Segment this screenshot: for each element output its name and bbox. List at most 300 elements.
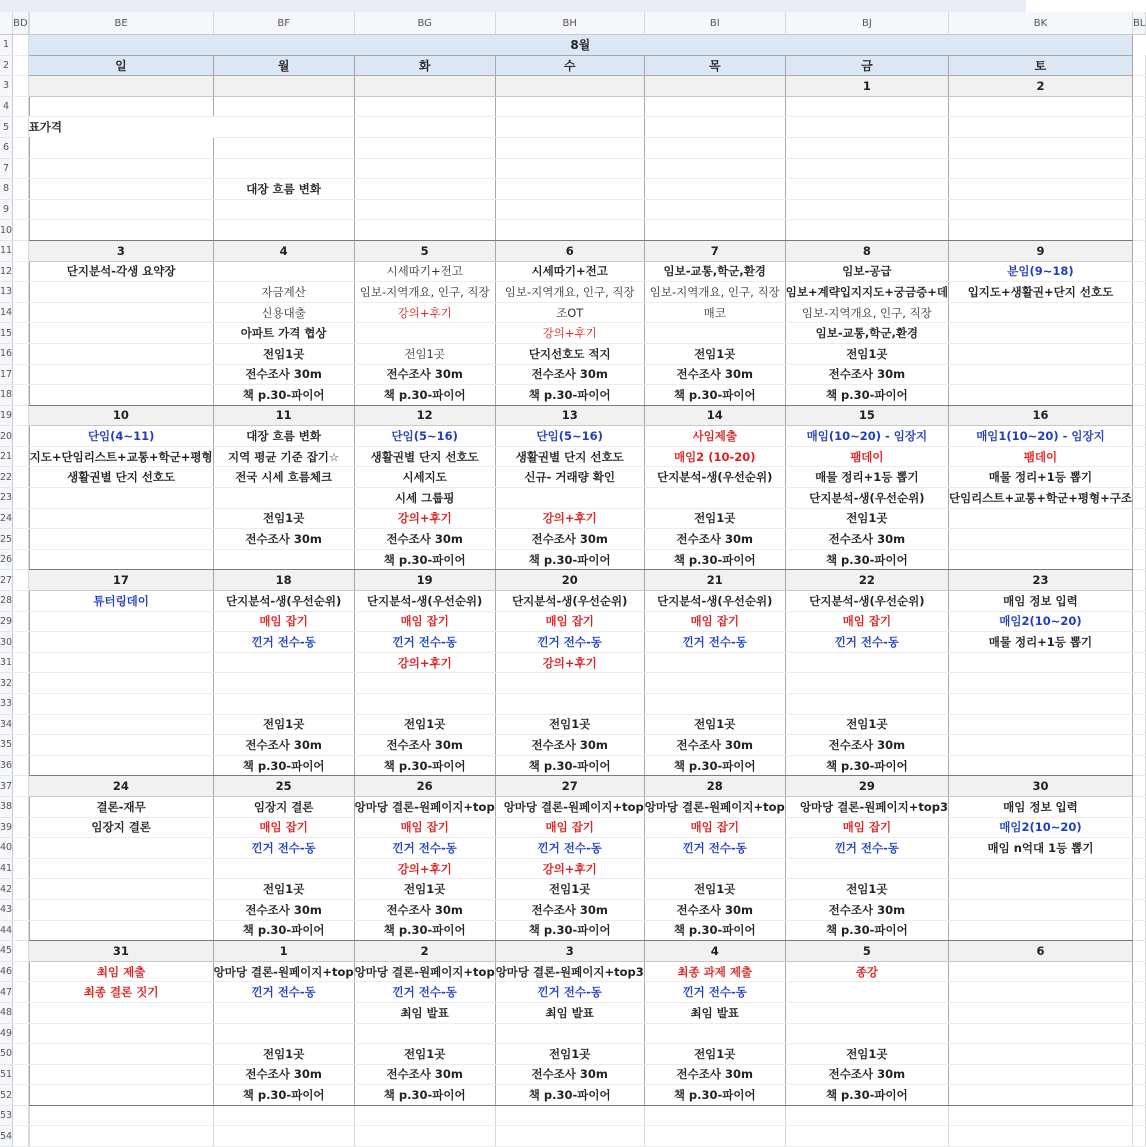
- schedule-cell[interactable]: 단지분석-생(우선순위): [785, 591, 948, 612]
- cell-bl[interactable]: [1132, 714, 1145, 735]
- empty-cell[interactable]: [213, 1126, 354, 1147]
- date-cell[interactable]: 10: [29, 405, 213, 426]
- cell-bd[interactable]: [13, 776, 29, 797]
- schedule-cell[interactable]: [213, 549, 354, 570]
- schedule-cell[interactable]: 임장지 결론: [213, 796, 354, 817]
- cell-bl[interactable]: [1132, 199, 1145, 220]
- cell-bd[interactable]: [13, 179, 29, 200]
- date-cell[interactable]: 30: [948, 776, 1132, 797]
- schedule-cell[interactable]: 매임2(10~20): [948, 817, 1132, 838]
- cell-bd[interactable]: [13, 1023, 29, 1044]
- date-cell[interactable]: 1: [785, 76, 948, 97]
- schedule-cell[interactable]: [29, 694, 213, 715]
- empty-cell[interactable]: [948, 1126, 1132, 1147]
- date-cell[interactable]: 31: [29, 941, 213, 962]
- schedule-cell[interactable]: 책 p.30-파이어: [495, 385, 644, 406]
- cell-bl[interactable]: [1132, 137, 1145, 158]
- schedule-cell[interactable]: [213, 1002, 354, 1023]
- schedule-cell[interactable]: 전수조사 30m: [213, 735, 354, 756]
- schedule-cell[interactable]: 낀거 전수-동: [354, 632, 495, 653]
- schedule-cell[interactable]: 매임 잡기: [495, 817, 644, 838]
- cell-bl[interactable]: [1132, 529, 1145, 550]
- schedule-cell[interactable]: 매임 잡기: [644, 611, 785, 632]
- cell-bd[interactable]: [13, 1105, 29, 1126]
- cell-bl[interactable]: [1132, 611, 1145, 632]
- row-number[interactable]: 10: [0, 220, 13, 241]
- schedule-cell[interactable]: [354, 158, 495, 179]
- schedule-cell[interactable]: [644, 694, 785, 715]
- schedule-cell[interactable]: 단지분석-생(우선순위): [644, 591, 785, 612]
- schedule-cell[interactable]: 책 p.30-파이어: [785, 549, 948, 570]
- weekday-header[interactable]: 토: [948, 55, 1132, 76]
- row-number[interactable]: 16: [0, 343, 13, 364]
- empty-cell[interactable]: [354, 1126, 495, 1147]
- schedule-cell[interactable]: [29, 488, 213, 509]
- schedule-cell[interactable]: 매임 잡기: [644, 817, 785, 838]
- schedule-cell[interactable]: [948, 343, 1132, 364]
- row-number[interactable]: 38: [0, 796, 13, 817]
- schedule-cell[interactable]: 사임제출: [644, 426, 785, 447]
- row-number[interactable]: 27: [0, 570, 13, 591]
- empty-cell[interactable]: [213, 1105, 354, 1126]
- row-number[interactable]: 51: [0, 1064, 13, 1085]
- date-cell[interactable]: 13: [495, 405, 644, 426]
- schedule-cell[interactable]: [948, 158, 1132, 179]
- schedule-cell[interactable]: [29, 96, 213, 117]
- schedule-cell[interactable]: 매임2 (10-20): [644, 446, 785, 467]
- cell-bl[interactable]: [1132, 282, 1145, 303]
- cell-bl[interactable]: [1132, 941, 1145, 962]
- schedule-cell[interactable]: 전임1곳: [785, 1044, 948, 1065]
- schedule-cell[interactable]: [948, 858, 1132, 879]
- cell-bl[interactable]: [1132, 488, 1145, 509]
- row-number[interactable]: 32: [0, 673, 13, 694]
- cell-bl[interactable]: [1132, 1064, 1145, 1085]
- schedule-cell[interactable]: 책 p.30-파이어: [213, 1085, 354, 1106]
- cell-bd[interactable]: [13, 735, 29, 756]
- row-number[interactable]: 33: [0, 694, 13, 715]
- schedule-cell[interactable]: 전수조사 30m: [644, 364, 785, 385]
- schedule-cell[interactable]: [29, 199, 213, 220]
- schedule-cell[interactable]: 낀거 전수-동: [354, 838, 495, 859]
- empty-cell[interactable]: [354, 1105, 495, 1126]
- date-cell[interactable]: 2: [354, 941, 495, 962]
- schedule-cell[interactable]: [644, 488, 785, 509]
- schedule-cell[interactable]: 책 p.30-파이어: [213, 755, 354, 776]
- schedule-cell[interactable]: 전수조사 30m: [495, 735, 644, 756]
- schedule-cell[interactable]: 전임1곳: [785, 714, 948, 735]
- row-number[interactable]: 3: [0, 76, 13, 97]
- cell-bl[interactable]: [1132, 899, 1145, 920]
- schedule-cell[interactable]: [948, 137, 1132, 158]
- schedule-cell[interactable]: [948, 508, 1132, 529]
- schedule-cell[interactable]: [948, 364, 1132, 385]
- schedule-cell[interactable]: [644, 858, 785, 879]
- cell-bd[interactable]: [13, 796, 29, 817]
- schedule-cell[interactable]: 낀거 전수-동: [644, 632, 785, 653]
- schedule-cell[interactable]: [495, 673, 644, 694]
- schedule-cell[interactable]: [29, 714, 213, 735]
- schedule-cell[interactable]: [495, 694, 644, 715]
- row-number[interactable]: 39: [0, 817, 13, 838]
- schedule-cell[interactable]: 전임1곳: [495, 714, 644, 735]
- schedule-cell[interactable]: 책 p.30-파이어: [354, 920, 495, 941]
- schedule-cell[interactable]: 낀거 전수-동: [495, 632, 644, 653]
- schedule-cell[interactable]: [495, 158, 644, 179]
- schedule-cell[interactable]: 결론-재무: [29, 796, 213, 817]
- schedule-cell[interactable]: [495, 179, 644, 200]
- schedule-cell[interactable]: 생활권별 단지 선호도: [354, 446, 495, 467]
- schedule-cell[interactable]: 전수조사 30m: [213, 364, 354, 385]
- cell-bd[interactable]: [13, 1064, 29, 1085]
- cell-bl[interactable]: [1132, 364, 1145, 385]
- cell-bl[interactable]: [1132, 1126, 1145, 1147]
- cell-bl[interactable]: [1132, 796, 1145, 817]
- schedule-cell[interactable]: [213, 652, 354, 673]
- date-cell[interactable]: 20: [495, 570, 644, 591]
- schedule-cell[interactable]: [29, 1002, 213, 1023]
- schedule-cell[interactable]: 입지도+생활권+단지 선호도: [948, 282, 1132, 303]
- date-cell[interactable]: 4: [213, 240, 354, 261]
- schedule-cell[interactable]: 강의+후기: [354, 652, 495, 673]
- date-cell[interactable]: 24: [29, 776, 213, 797]
- cell-bd[interactable]: [13, 282, 29, 303]
- schedule-cell[interactable]: [948, 755, 1132, 776]
- schedule-cell[interactable]: [354, 323, 495, 344]
- date-cell[interactable]: [495, 76, 644, 97]
- schedule-cell[interactable]: [495, 488, 644, 509]
- schedule-cell[interactable]: [785, 694, 948, 715]
- schedule-cell[interactable]: [948, 179, 1132, 200]
- column-header[interactable]: BJ: [785, 12, 948, 35]
- schedule-cell[interactable]: [354, 117, 495, 138]
- schedule-cell[interactable]: 매임(10~20) - 임장지: [785, 426, 948, 447]
- select-all-corner[interactable]: [0, 12, 13, 35]
- schedule-cell[interactable]: 단지선호도 적지: [495, 343, 644, 364]
- cell-bl[interactable]: [1132, 755, 1145, 776]
- row-number[interactable]: 7: [0, 158, 13, 179]
- row-number[interactable]: 1: [0, 35, 13, 56]
- row-number[interactable]: 26: [0, 549, 13, 570]
- schedule-cell[interactable]: [948, 1023, 1132, 1044]
- schedule-cell[interactable]: 매임 잡기: [785, 611, 948, 632]
- cell-bl[interactable]: [1132, 1105, 1145, 1126]
- schedule-cell[interactable]: [948, 982, 1132, 1003]
- date-cell[interactable]: 2: [948, 76, 1132, 97]
- schedule-cell[interactable]: 임보-지역개요, 인구, 직장: [495, 282, 644, 303]
- schedule-cell[interactable]: 최종 결론 짓기: [29, 982, 213, 1003]
- schedule-cell[interactable]: [948, 652, 1132, 673]
- schedule-cell[interactable]: [29, 858, 213, 879]
- cell-bd[interactable]: [13, 488, 29, 509]
- schedule-cell[interactable]: 전임1곳: [354, 714, 495, 735]
- row-number[interactable]: 40: [0, 838, 13, 859]
- schedule-cell[interactable]: 최임 발표: [354, 1002, 495, 1023]
- schedule-cell[interactable]: 단임리스트+교통+학군+평형+구조: [948, 488, 1132, 509]
- schedule-cell[interactable]: 책 p.30-파이어: [354, 1085, 495, 1106]
- schedule-cell[interactable]: 매임 잡기: [354, 817, 495, 838]
- column-header[interactable]: BH: [495, 12, 644, 35]
- cell-bl[interactable]: [1132, 55, 1145, 76]
- row-number[interactable]: 49: [0, 1023, 13, 1044]
- schedule-cell[interactable]: 전수조사 30m: [354, 735, 495, 756]
- schedule-cell[interactable]: [29, 179, 213, 200]
- schedule-cell[interactable]: 시세지도: [354, 467, 495, 488]
- cell-bl[interactable]: [1132, 920, 1145, 941]
- schedule-cell[interactable]: [644, 323, 785, 344]
- schedule-cell[interactable]: 전임1곳: [644, 1044, 785, 1065]
- schedule-cell[interactable]: 전수조사 30m: [644, 1064, 785, 1085]
- date-cell[interactable]: 9: [948, 240, 1132, 261]
- schedule-cell[interactable]: 매임 잡기: [213, 611, 354, 632]
- cell-bl[interactable]: [1132, 961, 1145, 982]
- schedule-cell[interactable]: 전임1곳: [354, 1044, 495, 1065]
- cell-bd[interactable]: [13, 941, 29, 962]
- cell-bl[interactable]: [1132, 817, 1145, 838]
- schedule-cell[interactable]: 앙마당 결론-원페이지+top3: [495, 961, 644, 982]
- row-number[interactable]: 9: [0, 199, 13, 220]
- schedule-cell[interactable]: 단임(4~11): [29, 426, 213, 447]
- row-number[interactable]: 14: [0, 302, 13, 323]
- row-number[interactable]: 23: [0, 488, 13, 509]
- cell-bl[interactable]: [1132, 879, 1145, 900]
- schedule-cell[interactable]: 책 p.30-파이어: [495, 1085, 644, 1106]
- schedule-cell[interactable]: [29, 920, 213, 941]
- schedule-cell[interactable]: [785, 179, 948, 200]
- column-header[interactable]: BD: [13, 12, 29, 35]
- schedule-cell[interactable]: [29, 282, 213, 303]
- cell-bd[interactable]: [13, 529, 29, 550]
- cell-bl[interactable]: [1132, 673, 1145, 694]
- cell-bd[interactable]: [13, 755, 29, 776]
- schedule-cell[interactable]: [644, 117, 785, 138]
- schedule-cell[interactable]: 생활권별 단지 선호도: [495, 446, 644, 467]
- cell-bd[interactable]: [13, 508, 29, 529]
- schedule-cell[interactable]: 매임 정보 입력: [948, 796, 1132, 817]
- empty-cell[interactable]: [29, 1126, 213, 1147]
- schedule-cell[interactable]: [213, 261, 354, 282]
- cell-bl[interactable]: [1132, 776, 1145, 797]
- cell-bd[interactable]: [13, 858, 29, 879]
- schedule-cell[interactable]: 앙마당 결론-원페이지+top: [495, 796, 644, 817]
- schedule-cell[interactable]: 낀거 전수-동: [213, 838, 354, 859]
- schedule-cell[interactable]: [29, 385, 213, 406]
- schedule-cell[interactable]: 전수조사 30m: [495, 364, 644, 385]
- row-number[interactable]: 2: [0, 55, 13, 76]
- cell-bl[interactable]: [1132, 652, 1145, 673]
- cell-bd[interactable]: [13, 838, 29, 859]
- date-cell[interactable]: 5: [785, 941, 948, 962]
- cell-bl[interactable]: [1132, 694, 1145, 715]
- schedule-cell[interactable]: [495, 96, 644, 117]
- schedule-cell[interactable]: [29, 899, 213, 920]
- schedule-cell[interactable]: [29, 879, 213, 900]
- cell-bl[interactable]: [1132, 858, 1145, 879]
- row-number[interactable]: 15: [0, 323, 13, 344]
- date-cell[interactable]: [29, 76, 213, 97]
- schedule-cell[interactable]: [354, 220, 495, 241]
- cell-bd[interactable]: [13, 96, 29, 117]
- schedule-cell[interactable]: [644, 96, 785, 117]
- row-number[interactable]: 50: [0, 1044, 13, 1065]
- cell-bd[interactable]: [13, 817, 29, 838]
- schedule-cell[interactable]: 전임1곳: [785, 879, 948, 900]
- schedule-cell[interactable]: 매코: [644, 302, 785, 323]
- schedule-cell[interactable]: 임보-지역개요, 인구, 직장: [785, 302, 948, 323]
- schedule-cell[interactable]: 매임 잡기: [213, 817, 354, 838]
- cell-bl[interactable]: [1132, 632, 1145, 653]
- schedule-cell[interactable]: [948, 323, 1132, 344]
- empty-cell[interactable]: [29, 1105, 213, 1126]
- schedule-cell[interactable]: [213, 220, 354, 241]
- cell-bl[interactable]: [1132, 570, 1145, 591]
- row-number[interactable]: 6: [0, 137, 13, 158]
- cell-bl[interactable]: [1132, 1085, 1145, 1106]
- schedule-cell[interactable]: [29, 1044, 213, 1065]
- date-cell[interactable]: 12: [354, 405, 495, 426]
- schedule-cell[interactable]: [354, 694, 495, 715]
- row-number[interactable]: 29: [0, 611, 13, 632]
- cell-bd[interactable]: [13, 714, 29, 735]
- schedule-cell[interactable]: [948, 673, 1132, 694]
- schedule-cell[interactable]: 낀거 전수-동: [213, 632, 354, 653]
- schedule-cell[interactable]: [948, 899, 1132, 920]
- schedule-cell[interactable]: [213, 488, 354, 509]
- schedule-cell[interactable]: 낀거 전수-동: [495, 982, 644, 1003]
- schedule-cell[interactable]: [29, 673, 213, 694]
- row-number[interactable]: 53: [0, 1105, 13, 1126]
- schedule-cell[interactable]: [354, 199, 495, 220]
- date-cell[interactable]: 3: [29, 240, 213, 261]
- schedule-cell[interactable]: [29, 611, 213, 632]
- schedule-cell[interactable]: [29, 323, 213, 344]
- schedule-cell[interactable]: 대장 흐름 변화: [213, 426, 354, 447]
- schedule-cell[interactable]: 낀거 전수-동: [213, 982, 354, 1003]
- schedule-cell[interactable]: 책 p.30-파이어: [785, 920, 948, 941]
- schedule-cell[interactable]: 전수조사 30m: [354, 529, 495, 550]
- schedule-cell[interactable]: 책 p.30-파이어: [213, 920, 354, 941]
- schedule-cell[interactable]: [785, 117, 948, 138]
- cell-bl[interactable]: [1132, 426, 1145, 447]
- cell-bl[interactable]: [1132, 838, 1145, 859]
- schedule-cell[interactable]: 전임1곳: [213, 343, 354, 364]
- cell-bd[interactable]: [13, 343, 29, 364]
- date-cell[interactable]: 3: [495, 941, 644, 962]
- cell-bd[interactable]: [13, 385, 29, 406]
- schedule-cell[interactable]: 책 p.30-파이어: [644, 920, 785, 941]
- schedule-cell[interactable]: [29, 838, 213, 859]
- cell-bl[interactable]: [1132, 240, 1145, 261]
- column-header[interactable]: BK: [948, 12, 1132, 35]
- weekday-header[interactable]: 금: [785, 55, 948, 76]
- row-number[interactable]: 36: [0, 755, 13, 776]
- schedule-cell[interactable]: [29, 1085, 213, 1106]
- schedule-cell[interactable]: 신규- 거래량 확인: [495, 467, 644, 488]
- date-cell[interactable]: [213, 76, 354, 97]
- cell-bd[interactable]: [13, 652, 29, 673]
- schedule-cell[interactable]: 전수조사 30m: [785, 364, 948, 385]
- schedule-cell[interactable]: [948, 694, 1132, 715]
- cell-bl[interactable]: [1132, 158, 1145, 179]
- row-number[interactable]: 11: [0, 240, 13, 261]
- schedule-cell[interactable]: [785, 220, 948, 241]
- schedule-cell[interactable]: [785, 858, 948, 879]
- date-cell[interactable]: 11: [213, 405, 354, 426]
- schedule-cell[interactable]: 전임1곳: [213, 508, 354, 529]
- row-number[interactable]: 43: [0, 899, 13, 920]
- cell-bd[interactable]: [13, 76, 29, 97]
- schedule-cell[interactable]: [948, 1044, 1132, 1065]
- schedule-cell[interactable]: 분임(9~18): [948, 261, 1132, 282]
- schedule-cell[interactable]: [29, 364, 213, 385]
- schedule-cell[interactable]: [948, 920, 1132, 941]
- date-cell[interactable]: 23: [948, 570, 1132, 591]
- date-cell[interactable]: [354, 76, 495, 97]
- schedule-cell[interactable]: 강의+후기: [495, 323, 644, 344]
- schedule-cell[interactable]: 시세따기+전고: [495, 261, 644, 282]
- schedule-cell[interactable]: 자금계산: [213, 282, 354, 303]
- schedule-cell[interactable]: 팸데이: [948, 446, 1132, 467]
- schedule-cell[interactable]: 낀거 전수-동: [354, 982, 495, 1003]
- schedule-cell[interactable]: [495, 1023, 644, 1044]
- date-cell[interactable]: 19: [354, 570, 495, 591]
- weekday-header[interactable]: 화: [354, 55, 495, 76]
- row-number[interactable]: 20: [0, 426, 13, 447]
- schedule-cell[interactable]: 전수조사 30m: [213, 1064, 354, 1085]
- date-cell[interactable]: 4: [644, 941, 785, 962]
- cell-bd[interactable]: [13, 199, 29, 220]
- schedule-cell[interactable]: 전수조사 30m: [644, 735, 785, 756]
- cell-bd[interactable]: [13, 446, 29, 467]
- schedule-cell[interactable]: 아파트 가격 협상: [213, 323, 354, 344]
- schedule-cell[interactable]: 단임(5~16): [495, 426, 644, 447]
- date-cell[interactable]: 21: [644, 570, 785, 591]
- row-number[interactable]: 21: [0, 446, 13, 467]
- cell-bl[interactable]: [1132, 96, 1145, 117]
- schedule-cell[interactable]: [29, 343, 213, 364]
- schedule-cell[interactable]: 조OT: [495, 302, 644, 323]
- schedule-cell[interactable]: 앙마당 결론-원페이지+top3: [785, 796, 948, 817]
- schedule-cell[interactable]: 단지분석-생(우선순위): [644, 467, 785, 488]
- schedule-cell[interactable]: 전수조사 30m: [213, 529, 354, 550]
- schedule-cell[interactable]: 책 p.30-파이어: [644, 755, 785, 776]
- schedule-cell[interactable]: 전수조사 30m: [213, 899, 354, 920]
- cell-bd[interactable]: [13, 920, 29, 941]
- schedule-cell[interactable]: [644, 179, 785, 200]
- schedule-cell[interactable]: [29, 652, 213, 673]
- row-number[interactable]: 37: [0, 776, 13, 797]
- schedule-cell[interactable]: [785, 158, 948, 179]
- schedule-cell[interactable]: 앙마당 결론-원페이지+top: [354, 961, 495, 982]
- schedule-cell[interactable]: [644, 673, 785, 694]
- cell-bl[interactable]: [1132, 220, 1145, 241]
- cell-bd[interactable]: [13, 364, 29, 385]
- schedule-cell[interactable]: 전임1곳: [644, 714, 785, 735]
- date-cell[interactable]: 27: [495, 776, 644, 797]
- schedule-cell[interactable]: [213, 117, 354, 138]
- schedule-cell[interactable]: [785, 199, 948, 220]
- schedule-cell[interactable]: 전임1곳: [213, 714, 354, 735]
- schedule-cell[interactable]: 매임 n억대 1등 뽑기: [948, 838, 1132, 859]
- schedule-cell[interactable]: [495, 137, 644, 158]
- schedule-cell[interactable]: [644, 199, 785, 220]
- schedule-cell[interactable]: 책 p.30-파이어: [354, 549, 495, 570]
- cell-bd[interactable]: [13, 1126, 29, 1147]
- cell-bd[interactable]: [13, 570, 29, 591]
- cell-bd[interactable]: [13, 1002, 29, 1023]
- schedule-cell[interactable]: 강의+후기: [354, 302, 495, 323]
- row-number[interactable]: 46: [0, 961, 13, 982]
